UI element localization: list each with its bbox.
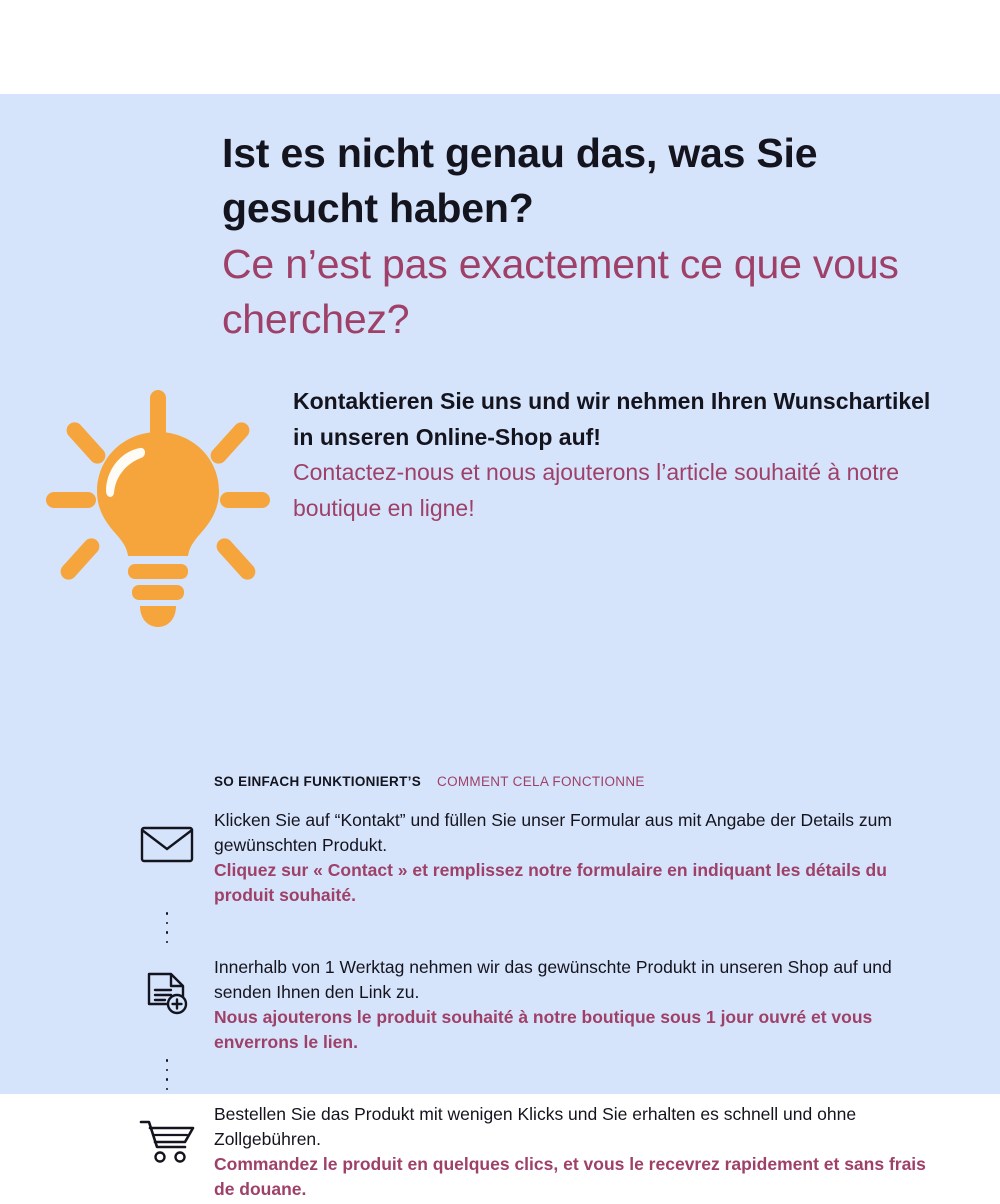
- dot: [166, 1069, 169, 1072]
- intro-french: Contactez-nous et nous ajouterons l’article souhaité à notre boutique en ligne!: [293, 459, 900, 521]
- step-item: [120, 800, 940, 910]
- step-french: Nous ajouterons le produit souhaité à notre boutique sous 1 jour ouvré et vous enverrons le lien.: [214, 1006, 873, 1052]
- headline-french: Ce n’est pas exactement ce que vous cherchez?: [222, 240, 899, 343]
- step-text: [214, 947, 940, 1054]
- step-french: Commandez le produit en quelques clics, et vous le recevrez rapidement et sans frais de douane.: [214, 1153, 926, 1199]
- dot: [166, 1088, 169, 1091]
- connector-spacer: [214, 1057, 940, 1094]
- steps-list: [120, 800, 940, 1204]
- dot: [166, 1078, 169, 1081]
- headline-block: [222, 126, 942, 347]
- dot: [166, 1059, 169, 1062]
- howto-title-german: SO EINFACH FUNKTIONIERT’S: [214, 774, 422, 789]
- shopping-cart-icon: [120, 1094, 214, 1164]
- step-item: [120, 1094, 940, 1204]
- headline-german: Ist es nicht genau das, was Sie gesucht haben?: [222, 130, 818, 232]
- document-add-icon: [120, 947, 214, 1019]
- step-german: Bestellen Sie das Produkt mit wenigen Klicks und Sie erhalten es schnell und ohne Zollgebühren.: [214, 1104, 857, 1149]
- step-connector: [120, 910, 940, 947]
- dot: [166, 922, 169, 925]
- dotted-line: [120, 1057, 214, 1094]
- dot: [166, 931, 169, 934]
- step-german: Innerhalb von 1 Werktag nehmen wir das gewünschte Produkt in unseren Shop auf und senden Ihnen den Link zu.: [214, 957, 892, 1002]
- step-french: Cliquez sur « Contact » et remplissez notre formulaire en indiquant les détails du produit souhaité.: [214, 859, 887, 905]
- envelope-icon: [120, 800, 214, 864]
- step-german: Klicken Sie auf “Kontakt” und füllen Sie unser Formular aus mit Angabe der Details zum gewünschten Produkt.: [214, 810, 892, 855]
- dot: [166, 941, 169, 944]
- step-text: [214, 800, 940, 907]
- step-item: [120, 947, 940, 1057]
- connector-spacer: [214, 910, 940, 947]
- dotted-line: [120, 910, 214, 947]
- intro-block: [293, 384, 933, 527]
- howto-title: [214, 774, 645, 789]
- lightbulb-icon: [40, 384, 275, 634]
- promo-panel: [0, 94, 1000, 1199]
- dot: [166, 912, 169, 915]
- step-text: [214, 1094, 940, 1201]
- howto-title-french: COMMENT CELA FONCTIONNE: [437, 774, 645, 789]
- step-connector: [120, 1057, 940, 1094]
- intro-german: Kontaktieren Sie uns und wir nehmen Ihren Wunschartikel in unseren Online-Shop auf!: [293, 388, 931, 450]
